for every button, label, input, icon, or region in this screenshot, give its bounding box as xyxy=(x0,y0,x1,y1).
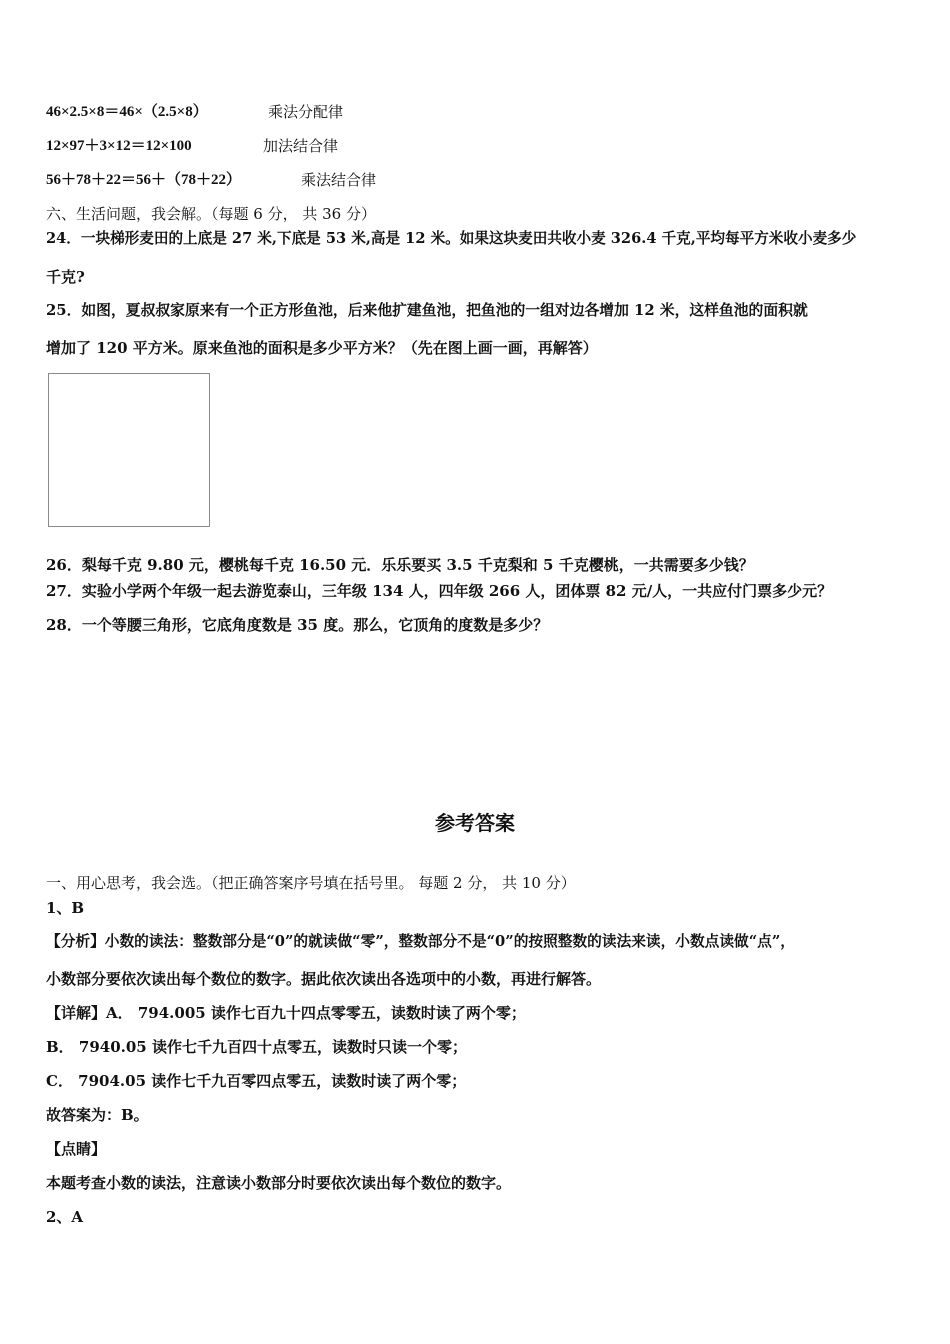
law-name-2: 加法结合律 xyxy=(263,137,339,155)
conclusion: 故答案为：B。 xyxy=(46,1106,149,1124)
law-name-3: 乘法结合律 xyxy=(301,171,377,189)
question-25-line-2: 增加了 120 平方米。原来鱼池的面积是多少平方米？（先在图上画一画，再解答） xyxy=(46,339,598,357)
answers-section-1-title: 一、用心思考，我会选。（把正确答案序号填在括号里。 每题 2 分， 共 10 分） xyxy=(46,874,576,892)
law-expression-1: 46×2.5×8＝46×（2.5×8） xyxy=(46,104,208,120)
question-27: 27．实验小学两个年级一起去游览泰山，三年级 134 人，四年级 266 人，团体票 82 元/人，一共应付门票多少元？ xyxy=(46,582,833,600)
question-26: 26．梨每千克 9.80 元，樱桃每千克 16.50 元．乐乐要买 3.5 千克梨和 5 千克樱桃，一共需要多少钱？ xyxy=(46,556,754,574)
question-25-line-1: 25．如图，夏叔叔家原来有一个正方形鱼池，后来他扩建鱼池，把鱼池的一组对边各增加 12 米，这样鱼池的面积就 xyxy=(46,302,808,319)
question-24-line-1: 24．一块梯形麦田的上底是 27 米,下底是 53 米,高是 12 米。如果这块麦田共收小麦 326.4 千克,平均每平方米收小麦多少 xyxy=(46,230,857,247)
question-24-line-2: 千克? xyxy=(46,268,85,286)
detail-option-c: C． 7904.05 读作七千九百零四点零五，读数时读了两个零； xyxy=(46,1072,467,1090)
detail-option-b: B． 7940.05 读作七千九百四十点零五，读数时只读一个零； xyxy=(46,1038,467,1056)
answer-1: 1、B xyxy=(46,899,85,917)
law-expression-3: 56＋78＋22＝56＋（78＋22） xyxy=(46,172,242,188)
section-6-title: 六、生活问题，我会解。（每题 6 分， 共 36 分） xyxy=(46,205,376,223)
comment-label: 【点睛】 xyxy=(46,1140,107,1158)
answer-2: 2、A xyxy=(46,1208,84,1226)
question-28: 28．一个等腰三角形，它底角度数是 35 度。那么，它顶角的度数是多少？ xyxy=(46,616,549,634)
law-name-1: 乘法分配律 xyxy=(268,103,344,121)
comment-text: 本题考查小数的读法，注意读小数部分时要依次读出每个数位的数字。 xyxy=(46,1174,512,1192)
answers-heading: 参考答案 xyxy=(435,811,515,835)
detail-option-a: 【详解】A． 794.005 读作七百九十四点零零五，读数时读了两个零； xyxy=(46,1004,526,1022)
analysis-line-1: 【分析】小数的读法：整数部分是“0”的就读做“零”，整数部分不是“0”的按照整数的读法来读，小数点读做“点”， xyxy=(46,933,795,950)
analysis-line-2: 小数部分要依次读出每个数位的数字。据此依次读出各选项中的小数，再进行解答。 xyxy=(46,970,602,988)
fish-pond-square-diagram xyxy=(48,373,210,527)
law-expression-2: 12×97＋3×12＝12×100 xyxy=(46,138,192,154)
